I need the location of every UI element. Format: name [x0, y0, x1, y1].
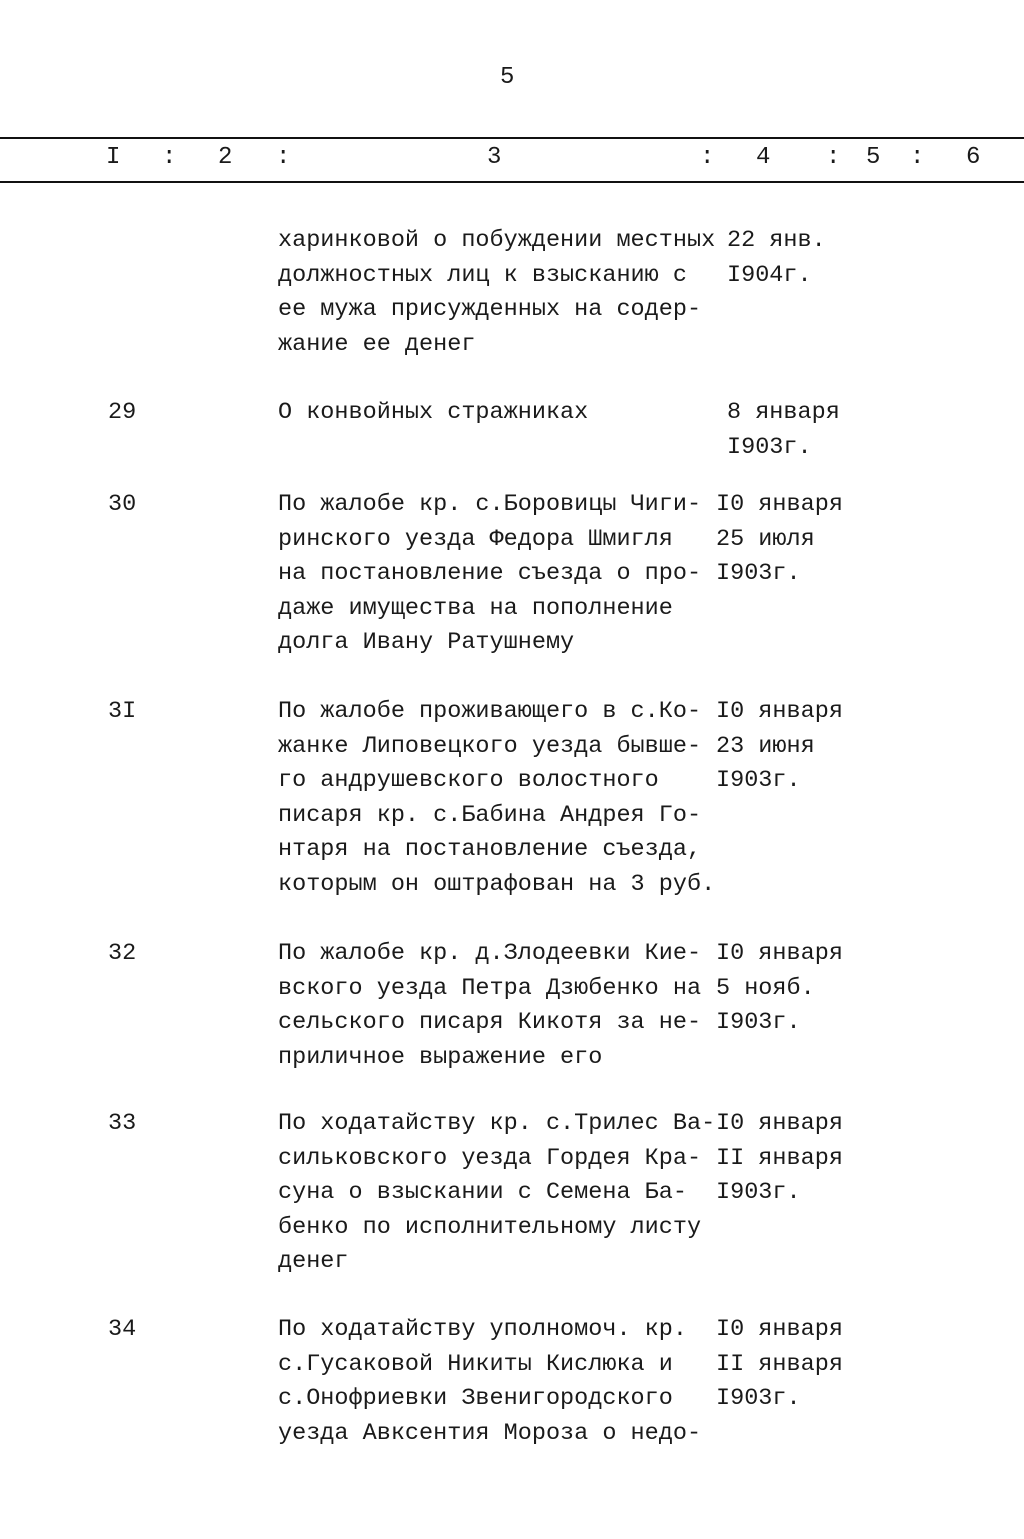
description-line: долга Ивану Ратушнему — [278, 629, 575, 656]
description-line: По жалобе проживающего в с.Ко- — [278, 698, 702, 725]
description-line: ринского уезда Федора Шмигля — [278, 525, 673, 553]
description-line: даже имущества на пополнение — [278, 594, 673, 622]
header-top-rule — [0, 137, 1024, 139]
date-line: I0 января — [716, 1110, 843, 1137]
description-line: с.Онофриевки Звенигородского — [278, 1385, 673, 1412]
description-line: нтаря на постановление съезда, — [278, 836, 702, 863]
entry-number: 3I — [108, 698, 137, 725]
description-line: денег — [278, 1248, 349, 1275]
description-line: которым он оштрафован на 3 руб. — [278, 870, 716, 898]
date-line: I0 января — [716, 698, 843, 725]
description-line: с.Гусаковой Никиты Кислюка и — [278, 1350, 673, 1378]
date-line: I0 января — [716, 940, 843, 967]
column-1: I — [106, 144, 121, 171]
description-line: уезда Авксентия Мороза о недо- — [278, 1419, 702, 1447]
column-separator: : — [276, 144, 291, 171]
date-line: I903г. — [716, 1009, 801, 1036]
date-line: 23 июня — [716, 732, 815, 760]
column-separator: : — [826, 144, 841, 171]
description-line: сильковского уезда Гордея Кра- — [278, 1144, 702, 1172]
description-line: жание ее денег — [278, 330, 476, 358]
column-3: 3 — [487, 144, 502, 171]
description-line: го андрушевского волостного — [278, 767, 659, 794]
description-line: писаря кр. с.Бабина Андрея Го- — [278, 801, 702, 829]
date-line: 22 янв. — [727, 227, 826, 254]
description-line: харинковой о побуждении местных — [278, 227, 716, 254]
description-line: сельского писаря Кикотя за не- — [278, 1009, 702, 1036]
column-5: 5 — [866, 144, 881, 171]
header-bottom-rule — [0, 181, 1024, 183]
entry-number: 30 — [108, 491, 137, 518]
date-line: I904г. — [727, 261, 812, 289]
date-line: I903г. — [716, 767, 801, 794]
description-line: По жалобе кр. с.Боровицы Чиги- — [278, 491, 702, 518]
description-line: По ходатайству уполномоч. кр. — [278, 1316, 687, 1343]
description-line: вского уезда Петра Дзюбенко на — [278, 974, 702, 1002]
column-separator: : — [910, 144, 925, 171]
date-line: II января — [716, 1144, 843, 1172]
date-line: I0 января — [716, 491, 843, 518]
description-line: бенко по исполнительному листу — [278, 1213, 702, 1241]
column-6: 6 — [966, 144, 981, 171]
page-number: 5 — [500, 64, 515, 91]
date-line: 25 июля — [716, 525, 815, 553]
date-line: I903г. — [716, 560, 801, 587]
entry-number: 33 — [108, 1110, 137, 1137]
description-line: жанке Липовецкого уезда бывше- — [278, 732, 702, 760]
description-line: По ходатайству кр. с.Трилес Ва- — [278, 1110, 716, 1137]
date-line: I903г. — [716, 1179, 801, 1206]
description-line: на постановление съезда о про- — [278, 560, 702, 587]
date-line: I903г. — [727, 433, 812, 461]
entry-number: 34 — [108, 1316, 137, 1343]
description-line: ее мужа присужденных на содер- — [278, 296, 702, 323]
description-line: О конвойных стражниках — [278, 399, 589, 426]
entry-number: 29 — [108, 399, 137, 426]
date-line: I903г. — [716, 1385, 801, 1412]
date-line: I0 января — [716, 1316, 843, 1343]
column-separator: : — [162, 144, 177, 171]
column-2: 2 — [218, 144, 233, 171]
description-line: приличное выражение его — [278, 1043, 603, 1071]
date-line: 8 января — [727, 399, 840, 426]
description-line: должностных лиц к взысканию с — [278, 261, 687, 289]
description-line: По жалобе кр. д.Злодеевки Кие- — [278, 940, 702, 967]
column-4: 4 — [756, 144, 771, 171]
date-line: 5 нояб. — [716, 974, 815, 1002]
entry-number: 32 — [108, 940, 137, 967]
description-line: суна о взыскании с Семена Ба- — [278, 1179, 687, 1206]
column-separator: : — [700, 144, 715, 171]
date-line: II января — [716, 1350, 843, 1378]
